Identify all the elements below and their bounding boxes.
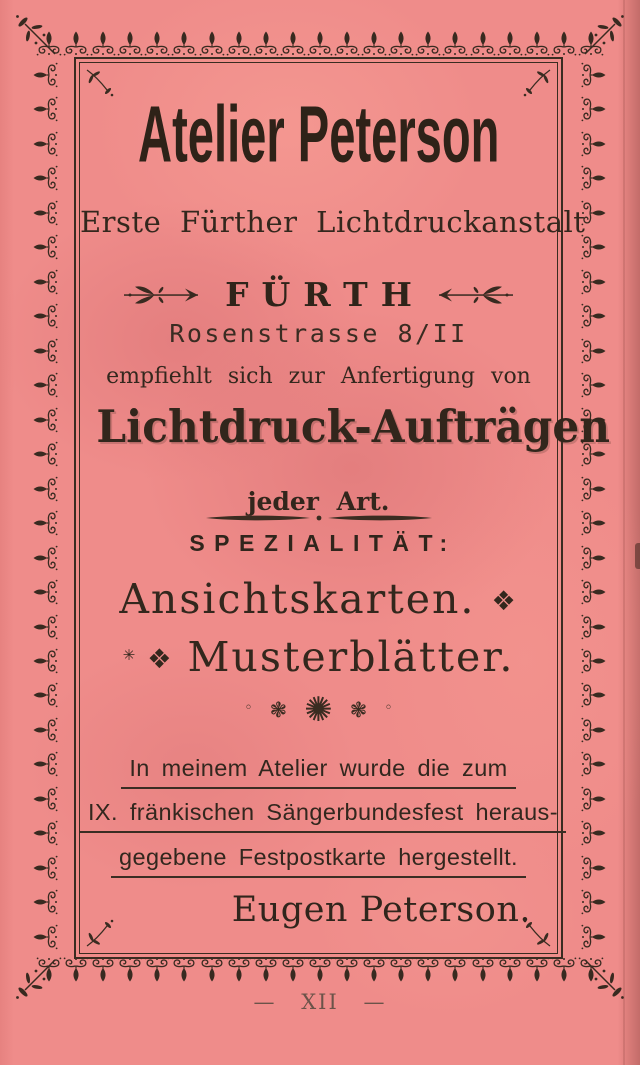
bud-scroll-motif-icon [33, 855, 59, 881]
bud-scroll-motif-icon [33, 165, 59, 191]
diamond-ornament-icon: ❖ [147, 644, 174, 675]
scan-crease-artifact [623, 0, 625, 1065]
bud-scroll-motif-icon [580, 786, 606, 812]
bud-scroll-motif-icon [63, 956, 89, 982]
bud-scroll-motif-icon [334, 956, 360, 982]
bud-scroll-motif-icon [580, 682, 606, 708]
bud-scroll-motif-icon [280, 31, 306, 57]
bud-scroll-motif-icon [280, 956, 306, 982]
bud-scroll-motif-icon [551, 31, 577, 57]
bud-scroll-motif-icon [388, 956, 414, 982]
small-circle-ornament-icon: ◦ [384, 700, 393, 716]
tapered-rule-icon [204, 512, 434, 524]
rosette-ornament-icon: ❃ [269, 698, 288, 722]
speciality-item-postcards-text: Ansichtskarten. [119, 575, 476, 623]
asterisk-ornament-icon: ✳ [122, 646, 138, 664]
bud-scroll-motif-icon [33, 441, 59, 467]
bud-scroll-motif-icon [90, 31, 116, 57]
bud-scroll-motif-icon [33, 545, 59, 571]
tapered-rule-divider [80, 509, 557, 528]
bud-scroll-motif-icon [415, 31, 441, 57]
small-circle-ornament-icon: ◦ [244, 700, 253, 716]
bud-scroll-motif-icon [199, 956, 225, 982]
offer-heading-text: Lichtdruck-Aufträgen [96, 400, 611, 453]
bud-scroll-motif-icon [253, 31, 279, 57]
diamond-ornament-icon: ❖ [491, 586, 518, 617]
city-name: FÜRTH [225, 275, 425, 314]
studio-name-heading [80, 93, 557, 179]
bud-scroll-motif-icon [580, 131, 606, 157]
bud-scroll-motif-icon [33, 338, 59, 364]
bud-scroll-motif-icon [33, 407, 59, 433]
speciality-item-postcards [80, 575, 557, 623]
studio-subtitle: Erste Fürther Lichtdruckanstalt [80, 205, 586, 239]
bud-scroll-motif-icon [33, 924, 59, 950]
bud-scroll-motif-icon [253, 956, 279, 982]
bud-scroll-motif-icon [334, 31, 360, 57]
bud-scroll-motif-icon [580, 924, 606, 950]
bud-scroll-motif-icon [580, 648, 606, 674]
bud-scroll-motif-icon [580, 303, 606, 329]
starburst-ornament-icon: ✺ [304, 690, 333, 730]
bud-scroll-motif-icon [524, 956, 550, 982]
bud-scroll-motif-icon [33, 889, 59, 915]
advert-frame [79, 62, 611, 954]
bud-scroll-motif-icon [580, 269, 606, 295]
bud-scroll-motif-icon [33, 372, 59, 398]
bud-scroll-motif-icon [117, 31, 143, 57]
bud-scroll-motif-icon [415, 956, 441, 982]
bud-scroll-motif-icon [171, 31, 197, 57]
bud-scroll-motif-icon [226, 956, 252, 982]
bud-scroll-motif-icon [580, 889, 606, 915]
bud-scroll-motif-icon [33, 96, 59, 122]
bud-scroll-motif-icon [580, 96, 606, 122]
bud-scroll-motif-icon [580, 545, 606, 571]
speciality-heading: SPEZIALITÄT: [189, 530, 457, 556]
speciality-item-sample-sheets-text: Musterblätter. [187, 633, 515, 681]
bud-scroll-motif-icon [580, 62, 606, 88]
proprietor-signature: Eugen Peterson. [231, 890, 531, 930]
bud-scroll-motif-icon [33, 303, 59, 329]
bud-scroll-motif-icon [33, 786, 59, 812]
city-row [80, 275, 557, 314]
bud-scroll-motif-icon [144, 31, 170, 57]
border-ornament-bottom [36, 956, 604, 982]
bud-scroll-motif-icon [33, 820, 59, 846]
bud-scroll-motif-icon [33, 200, 59, 226]
bud-scroll-motif-icon [580, 372, 606, 398]
offer-subline: jeder Art. [247, 487, 390, 516]
ornament-row [80, 690, 557, 730]
intro-line: empfiehlt sich zur Anfertigung von [106, 364, 531, 389]
bud-scroll-motif-icon [442, 956, 468, 982]
corner-flourish-icon [581, 14, 625, 58]
bud-scroll-motif-icon [226, 31, 252, 57]
bud-scroll-motif-icon [580, 855, 606, 881]
bud-scroll-motif-icon [33, 234, 59, 260]
bud-scroll-motif-icon [33, 131, 59, 157]
bud-scroll-motif-icon [580, 820, 606, 846]
bud-scroll-motif-icon [33, 614, 59, 640]
bud-scroll-motif-icon [307, 31, 333, 57]
bud-scroll-motif-icon [33, 579, 59, 605]
bud-scroll-motif-icon [524, 31, 550, 57]
scan-edge-artifact [635, 543, 640, 569]
border-ornament-right [580, 62, 606, 950]
offer-heading [80, 400, 611, 453]
bud-scroll-motif-icon [580, 476, 606, 502]
leaf-arrow-icon [439, 284, 513, 306]
bud-scroll-motif-icon [361, 31, 387, 57]
bud-scroll-motif-icon [33, 62, 59, 88]
bud-scroll-motif-icon [580, 165, 606, 191]
bud-scroll-motif-icon [33, 751, 59, 777]
notice-line-3-text: gegebene Festpostkarte hergestellt. [111, 844, 526, 878]
speciality-item-sample-sheets [80, 633, 557, 681]
border-ornament-left [33, 62, 59, 950]
notice-line-1-text: In meinem Atelier wurde die zum [121, 755, 515, 789]
bud-scroll-motif-icon [171, 956, 197, 982]
bud-scroll-motif-icon [470, 31, 496, 57]
rosette-ornament-icon: ❃ [349, 698, 368, 722]
bud-scroll-motif-icon [580, 579, 606, 605]
bud-scroll-motif-icon [307, 956, 333, 982]
leaf-arrow-icon [124, 284, 198, 306]
bud-scroll-motif-icon [580, 614, 606, 640]
studio-name-text: Atelier Peterson [137, 91, 500, 180]
notice-line-2 [80, 799, 557, 833]
street-address: Rosenstrasse 8/II [169, 319, 468, 348]
bud-scroll-motif-icon [497, 956, 523, 982]
bud-scroll-motif-icon [361, 956, 387, 982]
bud-scroll-motif-icon [199, 31, 225, 57]
bud-scroll-motif-icon [470, 956, 496, 982]
bud-scroll-motif-icon [580, 717, 606, 743]
bud-scroll-motif-icon [63, 31, 89, 57]
bud-scroll-motif-icon [388, 31, 414, 57]
bud-scroll-motif-icon [497, 31, 523, 57]
bud-scroll-motif-icon [580, 510, 606, 536]
notice-line-1 [80, 755, 557, 789]
border-ornament-top [36, 31, 604, 57]
bud-scroll-motif-icon [580, 338, 606, 364]
bud-scroll-motif-icon [33, 648, 59, 674]
bud-scroll-motif-icon [33, 682, 59, 708]
bud-scroll-motif-icon [33, 269, 59, 295]
bud-scroll-motif-icon [442, 31, 468, 57]
bud-scroll-motif-icon [33, 510, 59, 536]
bud-scroll-motif-icon [90, 956, 116, 982]
bud-scroll-motif-icon [580, 751, 606, 777]
page-number: — XII — [253, 990, 387, 1014]
bud-scroll-motif-icon [144, 956, 170, 982]
bud-scroll-motif-icon [33, 476, 59, 502]
notice-line-3 [80, 844, 557, 878]
corner-flourish-icon [15, 14, 59, 58]
bud-scroll-motif-icon [117, 956, 143, 982]
notice-line-2-text: IX. fränkischen Sängerbundesfest heraus- [80, 799, 566, 833]
bud-scroll-motif-icon [33, 717, 59, 743]
bud-scroll-motif-icon [551, 956, 577, 982]
